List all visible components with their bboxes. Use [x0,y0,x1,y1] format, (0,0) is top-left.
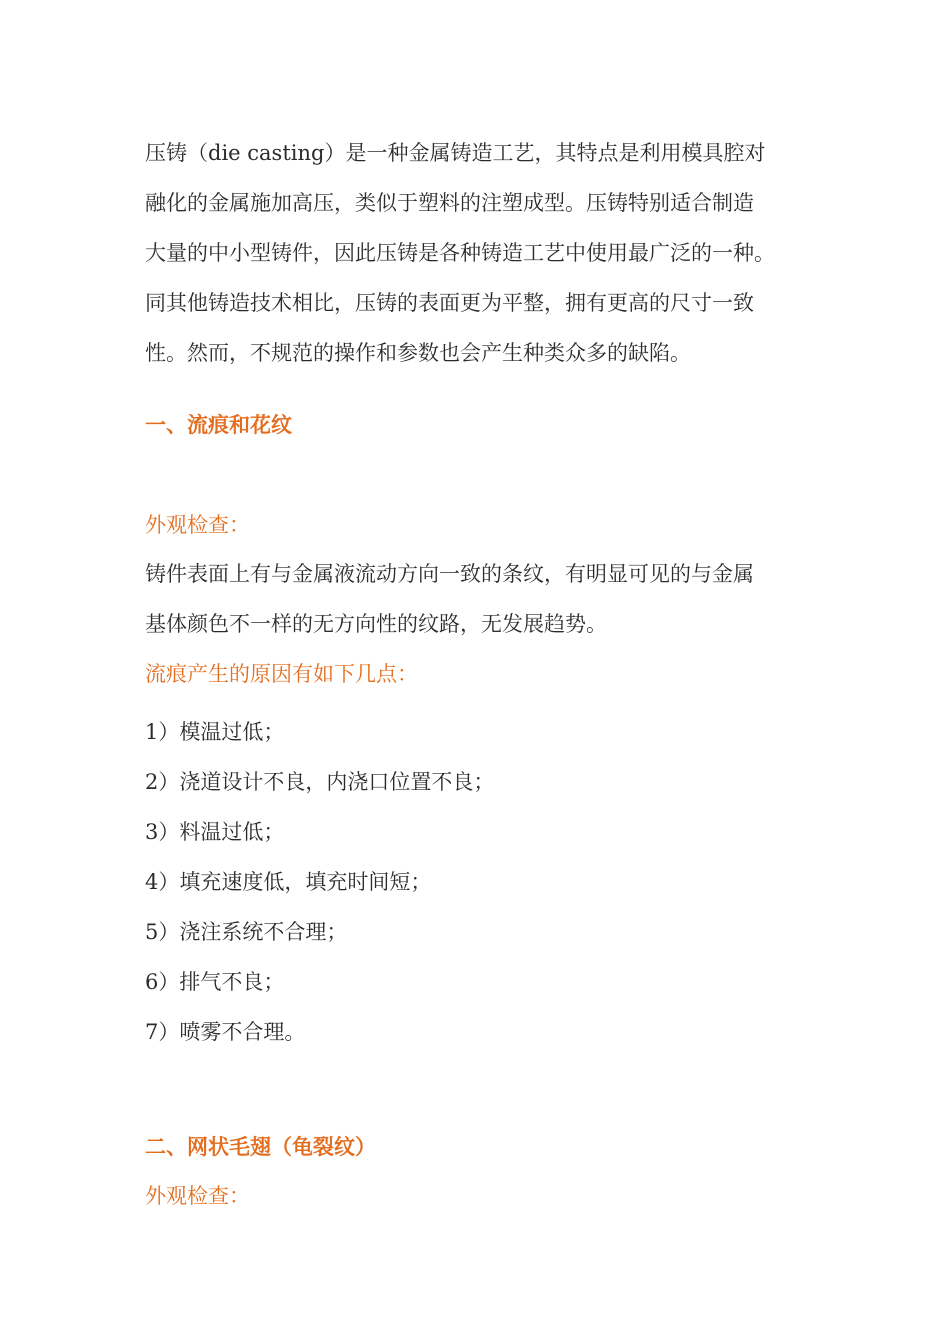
list-item: 3）料温过低； [145,820,285,844]
list-item: 1）模温过低； [145,720,285,744]
section1-heading: 一、流痕和花纹 [145,413,292,437]
intro-paragraph: 压铸（die casting）是一种金属铸造工艺，其特点是利用模具腔对 融化的金属施加高压，类似于塑料的注塑成型。压铸特别适合制造 大量的中小型铸件，因此压铸是各种铸造工艺中使用最广泛的一种。 同其他铸造技术相比，压铸的表面更为平整，拥有更高的尺寸一致 性。然而，不规范的操作和参数也会产生种类众多的缺陷。 [145,141,775,365]
list-item: 4）填充速度低，填充时间短； [145,870,432,894]
list-item: 7）喷雾不合理。 [145,1020,306,1044]
section2-inspection-label: 外观检查： [145,1184,250,1208]
list-item: 6）排气不良； [145,970,285,994]
section1-causes-label: 流痕产生的原因有如下几点： [145,662,418,686]
section1-inspection-text: 铸件表面上有与金属液流动方向一致的条纹，有明显可见的与金属 基体颜色不一样的无方向性的纹路，无发展趋势。 [145,562,754,636]
list-item: 5）浇注系统不合理； [145,920,348,944]
list-item: 2）浇道设计不良，内浇口位置不良； [145,770,495,794]
section1-causes-list [145,707,494,1057]
section2-heading: 二、网状毛翅（龟裂纹） [145,1135,376,1159]
section1-inspection-label: 外观检查： [145,513,250,537]
